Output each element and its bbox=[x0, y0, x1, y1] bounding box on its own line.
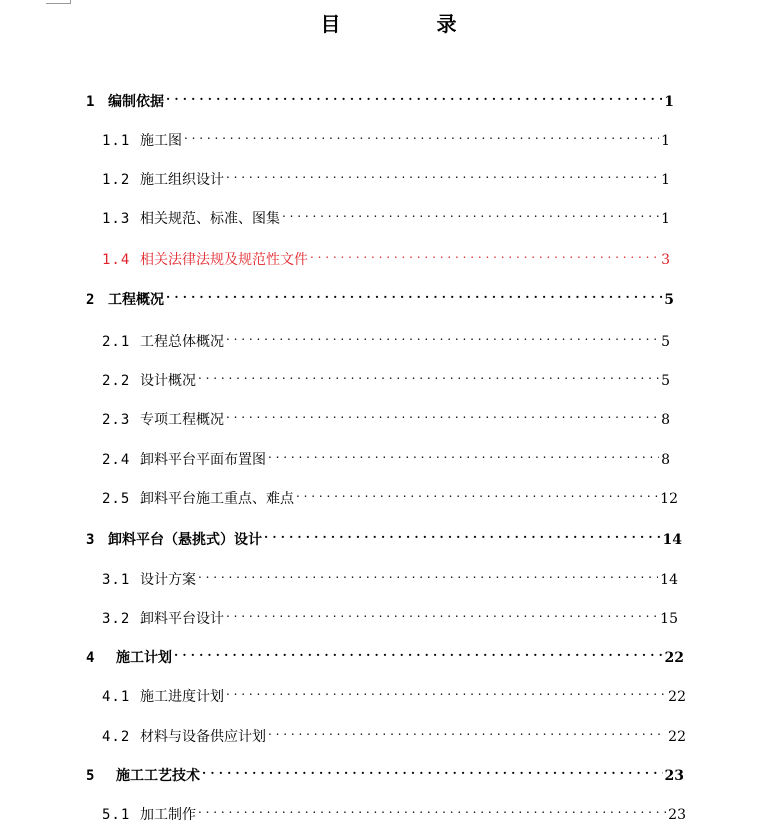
toc-entry-title: 加工制作 bbox=[140, 807, 196, 823]
toc-entry-page: 8 bbox=[661, 412, 670, 428]
toc-entry[interactable] bbox=[102, 371, 670, 391]
toc-entry-number: 1.2 bbox=[102, 172, 131, 188]
toc-entry-page: 1 bbox=[664, 94, 674, 110]
toc-entry-page: 5 bbox=[664, 292, 674, 308]
toc-entry-page: 5 bbox=[661, 334, 670, 350]
toc-dot-leader bbox=[174, 648, 663, 662]
toc-dot-leader bbox=[310, 250, 659, 264]
toc-dot-leader bbox=[226, 410, 659, 424]
toc-entry-title: 施工进度计划 bbox=[140, 689, 224, 705]
toc-entry-number: 3.2 bbox=[102, 611, 131, 627]
toc-entry[interactable] bbox=[102, 131, 670, 151]
toc-entry-page: 22 bbox=[664, 650, 684, 666]
toc-entry-number: 5.1 bbox=[102, 807, 131, 823]
toc-dot-leader bbox=[226, 609, 658, 623]
toc-entry-number: 3 bbox=[86, 532, 96, 548]
toc-entry[interactable] bbox=[102, 609, 678, 629]
toc-entry-title: 工程概况 bbox=[108, 292, 164, 308]
toc-entry[interactable] bbox=[86, 766, 684, 786]
toc-entry-title: 材料与设备供应计划 bbox=[140, 729, 266, 745]
toc-dot-leader bbox=[184, 131, 659, 145]
toc-entry[interactable] bbox=[102, 727, 686, 747]
toc-entry[interactable] bbox=[102, 170, 670, 190]
toc-entry-number: 5 bbox=[86, 768, 96, 784]
toc-entry-title: 卸料平台施工重点、难点 bbox=[140, 491, 294, 507]
toc-entry-page: 8 bbox=[661, 452, 670, 468]
toc-entry-page: 5 bbox=[661, 373, 670, 389]
toc-dot-leader bbox=[198, 805, 666, 819]
toc-entry-page: 1 bbox=[661, 172, 670, 188]
toc-dot-leader bbox=[296, 489, 658, 503]
toc-dot-leader bbox=[166, 290, 662, 304]
toc-entry[interactable] bbox=[102, 570, 678, 590]
toc-entry-title: 编制依据 bbox=[108, 94, 164, 110]
toc-entry-page: 14 bbox=[662, 532, 682, 548]
toc-entry-title: 施工组织设计 bbox=[140, 172, 224, 188]
toc-entry[interactable] bbox=[102, 489, 678, 509]
toc-entry-title: 相关法律法规及规范性文件 bbox=[140, 252, 308, 268]
toc-entry-number: 2.2 bbox=[102, 373, 131, 389]
toc-entry-page: 1 bbox=[661, 133, 670, 149]
toc-entry-title: 工程总体概况 bbox=[140, 334, 224, 350]
toc-entry-page: 23 bbox=[668, 807, 686, 823]
toc-entry-page: 15 bbox=[660, 611, 678, 627]
toc-entry-number: 1.3 bbox=[102, 211, 131, 227]
toc-entry-title: 专项工程概况 bbox=[140, 412, 224, 428]
toc-entry-title: 施工计划 bbox=[116, 650, 172, 666]
toc-entry-number: 2.3 bbox=[102, 412, 131, 428]
toc-entry-number: 2.1 bbox=[102, 334, 131, 350]
toc-dot-leader bbox=[268, 727, 666, 741]
toc-entry-title: 施工图 bbox=[140, 133, 182, 149]
toc-entry-number: 2.4 bbox=[102, 452, 131, 468]
toc-entry-page: 23 bbox=[664, 768, 684, 784]
toc-entry-title: 相关规范、标准、图集 bbox=[140, 211, 280, 227]
toc-dot-leader bbox=[264, 530, 661, 544]
toc-entry-page: 12 bbox=[660, 491, 678, 507]
toc-entry[interactable] bbox=[86, 290, 674, 310]
toc-entry-page: 1 bbox=[661, 211, 670, 227]
toc-entry[interactable] bbox=[86, 648, 684, 668]
toc-entry[interactable] bbox=[102, 805, 686, 825]
toc-entry-title: 设计方案 bbox=[140, 572, 196, 588]
toc-entry-number: 2 bbox=[86, 292, 96, 308]
toc-title: 目 录 bbox=[320, 12, 495, 36]
toc-dot-leader bbox=[226, 170, 659, 184]
toc-dot-leader bbox=[226, 332, 659, 346]
toc-entry-title: 施工工艺技术 bbox=[116, 768, 200, 784]
toc-dot-leader bbox=[198, 371, 659, 385]
toc-entry-number: 4.2 bbox=[102, 729, 131, 745]
toc-dot-leader bbox=[202, 766, 663, 780]
toc-dot-leader bbox=[226, 687, 666, 701]
toc-entry-number: 2.5 bbox=[102, 491, 131, 507]
toc-entry[interactable] bbox=[86, 530, 682, 550]
toc-entry-number: 4 bbox=[86, 650, 96, 666]
toc-entry[interactable] bbox=[102, 410, 670, 430]
toc-entry-title: 卸料平台（悬挑式）设计 bbox=[108, 532, 262, 548]
toc-entry-page: 14 bbox=[660, 572, 678, 588]
toc-entry[interactable] bbox=[102, 687, 686, 707]
toc-entry[interactable] bbox=[102, 332, 670, 352]
toc-dot-leader bbox=[268, 450, 659, 464]
page-corner-mark bbox=[46, 0, 71, 4]
toc-entry[interactable] bbox=[102, 209, 670, 229]
toc-entry-number: 1 bbox=[86, 94, 96, 110]
toc-dot-leader bbox=[166, 92, 662, 106]
toc-entry-number: 4.1 bbox=[102, 689, 131, 705]
toc-dot-leader bbox=[198, 570, 658, 584]
toc-entry-number: 1.1 bbox=[102, 133, 131, 149]
toc-entry-title: 设计概况 bbox=[140, 373, 196, 389]
toc-entry-number: 3.1 bbox=[102, 572, 131, 588]
toc-entry-highlighted[interactable] bbox=[102, 250, 670, 270]
toc-entry-page: 3 bbox=[661, 252, 670, 268]
toc-entry-title: 卸料平台平面布置图 bbox=[140, 452, 266, 468]
toc-dot-leader bbox=[282, 209, 659, 223]
toc-entry-page: 22 bbox=[668, 689, 686, 705]
toc-entry-number: 1.4 bbox=[102, 252, 131, 268]
toc-entry[interactable] bbox=[102, 450, 670, 470]
toc-entry-title: 卸料平台设计 bbox=[140, 611, 224, 627]
toc-entry-page: 22 bbox=[668, 729, 686, 745]
toc-entry[interactable] bbox=[86, 92, 674, 112]
